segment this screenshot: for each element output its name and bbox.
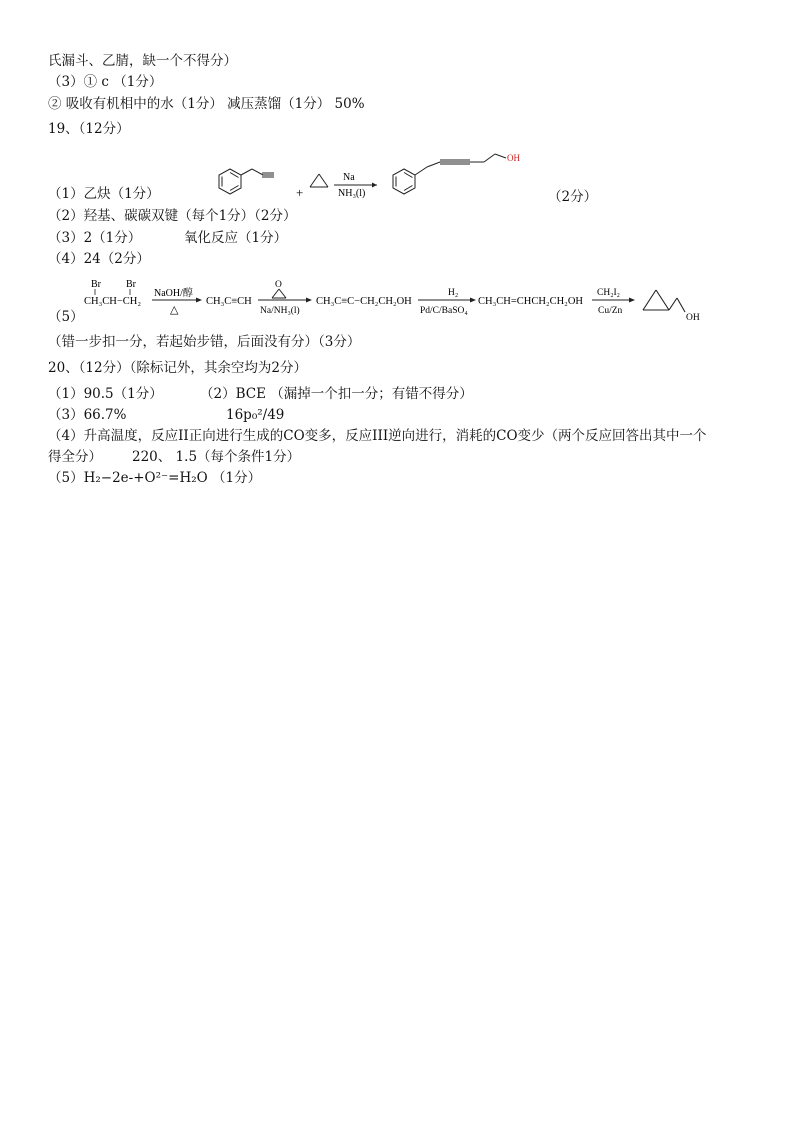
q19-part-5-label: （5） (48, 309, 84, 325)
plus-sign: + (296, 185, 304, 200)
reagent-naoh: NaOH/醇 (154, 288, 193, 299)
q20-part-4-line-1: （4）升高温度，反应II正向进行生成的CO变多，反应III逆向进行，消耗的CO变少（两个反应回答出其中一个 (48, 428, 707, 444)
q20-part-5: （5）H₂−2e-+O²⁻=H₂O （1分） (48, 470, 262, 486)
intermediate-pentynol: CH₃C≡C−CH₂CH₂OH (316, 296, 412, 307)
reagent-na-nh3: Na/NH₃(l) (260, 306, 300, 316)
reagent-na: Na (343, 172, 355, 183)
starting-material: CH₃CH−CH₂ (84, 296, 142, 307)
q20-part-4-line-2: 得全分） (48, 449, 102, 465)
q19-part-1-label: （1）乙炔（1分） (48, 186, 160, 202)
reagent-ch2i2: CH₂I₂ (597, 288, 620, 298)
epoxide-icon-2 (272, 289, 286, 298)
q19-synthesis-scheme (80, 276, 710, 324)
bromine-label-1: Br (91, 279, 101, 290)
epoxide-oxygen: O (275, 280, 282, 290)
q18-part-3: （3）① c （1分） (48, 74, 163, 90)
hydroxyl-label: OH (507, 153, 520, 163)
epoxide-icon (310, 174, 328, 187)
q19-part-1-score: （2分） (548, 189, 598, 205)
intermediate-propyne: CH₃C≡CH (206, 296, 252, 307)
q19-part-3-reaction-type: 氧化反应（1分） (184, 230, 288, 246)
q19-part-4: （4）24（2分） (48, 251, 150, 267)
q20-part-3-kp: 16p₀²/49 (226, 407, 285, 423)
q20-part-2: （2）BCE （漏掉一个扣一分；有错不得分） (200, 386, 473, 402)
q19-header: 19、（12分） (48, 121, 130, 137)
q19-part-5-note: （错一步扣一分，若起始步错，后面没有分）（3分） (48, 334, 361, 350)
bromine-label-2: Br (126, 279, 136, 290)
product-hydroxyl: OH (686, 313, 700, 323)
benzene-ring-1 (219, 169, 274, 194)
intermediate-pentenol: CH₃CH=CHCH₂CH₂OH (478, 296, 583, 307)
q20-header: 20、（12分）（除标记外，其余空均为2分） (48, 360, 307, 376)
reagent-nh3: NH₃(l) (338, 188, 366, 199)
reagent-lindlar: Pd/C/BaSO₄ (420, 306, 468, 316)
q18-part-3-2: ② 吸收有机相中的水（1分） 减压蒸馏（1分） 50% (48, 96, 365, 112)
q20-part-3: （3）66.7% (48, 407, 127, 423)
cyclopropane-product-icon (643, 290, 685, 312)
heat-symbol: △ (170, 304, 179, 316)
reagent-h2: H₂ (448, 288, 459, 298)
benzene-ring-2 (393, 154, 506, 194)
q19-part-3-answer: （3）2（1分） (48, 230, 142, 246)
q20-part-4-conditions: 220、 1.5（每个条件1分） (132, 449, 301, 465)
q20-part-1: （1）90.5（1分） (48, 386, 163, 402)
q18-line-1: 氏漏斗、乙腈，缺一个不得分） (48, 53, 237, 69)
reagent-cu-zn: Cu/Zn (598, 306, 623, 316)
q19-reaction-scheme-1 (200, 145, 560, 205)
q19-part-2: （2）羟基、碳碳双键（每个1分）（2分） (48, 208, 297, 224)
